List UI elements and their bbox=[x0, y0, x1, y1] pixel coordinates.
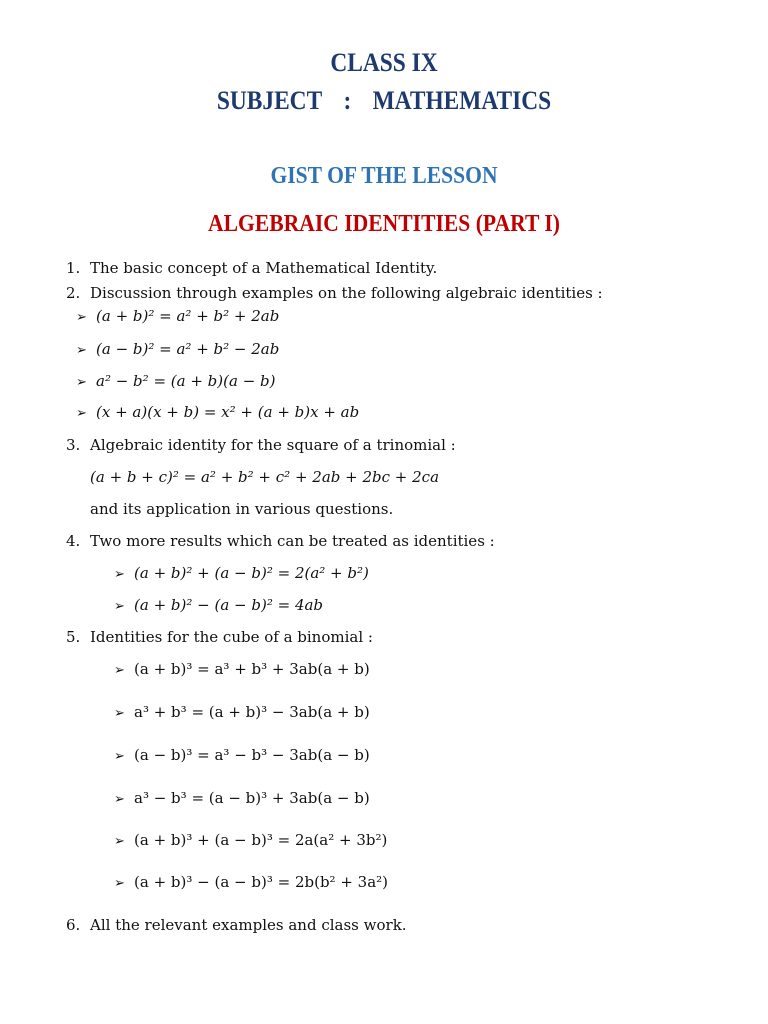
identity-row bbox=[114, 746, 370, 764]
subject-title bbox=[38, 86, 729, 116]
arrow-bullet-icon: ➢ bbox=[114, 834, 125, 849]
item-number: 1. bbox=[66, 259, 81, 277]
class-title: CLASS IX bbox=[330, 48, 438, 77]
arrow-bullet-icon: ➢ bbox=[114, 706, 125, 721]
item-number: 3. bbox=[66, 436, 81, 454]
identity-formula: (a + b)³ − (a − b)³ = 2b(b² + 3a²) bbox=[134, 873, 389, 891]
subject-separator: : bbox=[343, 86, 352, 115]
item-text: The basic concept of a Mathematical Identity. bbox=[90, 259, 438, 277]
item-text: Discussion through examples on the following algebraic identities : bbox=[90, 284, 603, 302]
topic-heading: ALGEBRAIC IDENTITIES (PART I) bbox=[208, 211, 560, 237]
item-text: Algebraic identity for the square of a trinomial : bbox=[90, 436, 456, 454]
list-item bbox=[66, 259, 437, 277]
list-item bbox=[66, 532, 495, 550]
identity-row bbox=[114, 873, 388, 891]
trinomial-identity: (a + b + c)² = a² + b² + c² + 2ab + 2bc + 2ca bbox=[90, 468, 440, 486]
arrow-bullet-icon: ➢ bbox=[114, 663, 125, 678]
identity-row bbox=[114, 596, 323, 614]
identity-formula: (a + b)³ = a³ + b³ + 3ab(a + b) bbox=[134, 660, 370, 678]
identity-row bbox=[114, 660, 370, 678]
list-item bbox=[66, 916, 407, 934]
item-number: 2. bbox=[66, 284, 81, 302]
arrow-bullet-icon: ➢ bbox=[114, 876, 125, 891]
list-item bbox=[66, 284, 603, 302]
arrow-bullet-icon: ➢ bbox=[76, 406, 87, 421]
identity-formula: a³ + b³ = (a + b)³ − 3ab(a + b) bbox=[134, 703, 370, 721]
gist-heading: GIST OF THE LESSON bbox=[270, 163, 498, 189]
identity-formula: (a + b)² + (a − b)² = 2(a² + b²) bbox=[134, 564, 369, 582]
list-item bbox=[66, 436, 456, 454]
identity-row bbox=[76, 307, 279, 325]
subject-value: MATHEMATICS bbox=[372, 86, 552, 115]
identity-row bbox=[114, 831, 387, 849]
identity-row bbox=[76, 340, 279, 358]
item-number: 5. bbox=[66, 628, 81, 646]
identity-row bbox=[114, 703, 370, 721]
identity-formula: (a − b)² = a² + b² − 2ab bbox=[96, 340, 280, 358]
arrow-bullet-icon: ➢ bbox=[76, 375, 87, 390]
identity-formula: (a − b)³ = a³ − b³ − 3ab(a − b) bbox=[134, 746, 370, 764]
identity-row bbox=[76, 403, 359, 421]
arrow-bullet-icon: ➢ bbox=[114, 792, 125, 807]
identity-formula: a³ − b³ = (a − b)³ + 3ab(a − b) bbox=[134, 789, 370, 807]
item-text: All the relevant examples and class work. bbox=[90, 916, 407, 934]
arrow-bullet-icon: ➢ bbox=[114, 599, 125, 614]
item-text: Two more results which can be treated as identities : bbox=[90, 532, 495, 550]
identity-formula: (a + b)² = a² + b² + 2ab bbox=[96, 307, 280, 325]
trinomial-note: and its application in various questions. bbox=[90, 500, 394, 518]
identity-formula: a² − b² = (a + b)(a − b) bbox=[96, 372, 276, 390]
identity-row bbox=[114, 789, 370, 807]
subject-label: SUBJECT bbox=[216, 86, 323, 115]
identity-formula: (a + b)² − (a − b)² = 4ab bbox=[134, 596, 324, 614]
identity-formula: (x + a)(x + b) = x² + (a + b)x + ab bbox=[96, 403, 360, 421]
arrow-bullet-icon: ➢ bbox=[114, 567, 125, 582]
identity-row bbox=[114, 564, 369, 582]
arrow-bullet-icon: ➢ bbox=[76, 310, 87, 325]
item-number: 6. bbox=[66, 916, 81, 934]
item-text: Identities for the cube of a binomial : bbox=[90, 628, 373, 646]
item-number: 4. bbox=[66, 532, 81, 550]
arrow-bullet-icon: ➢ bbox=[76, 343, 87, 358]
identity-row bbox=[76, 372, 276, 390]
identity-formula: (a + b)³ + (a − b)³ = 2a(a² + 3b²) bbox=[134, 831, 388, 849]
arrow-bullet-icon: ➢ bbox=[114, 749, 125, 764]
list-item bbox=[66, 628, 373, 646]
